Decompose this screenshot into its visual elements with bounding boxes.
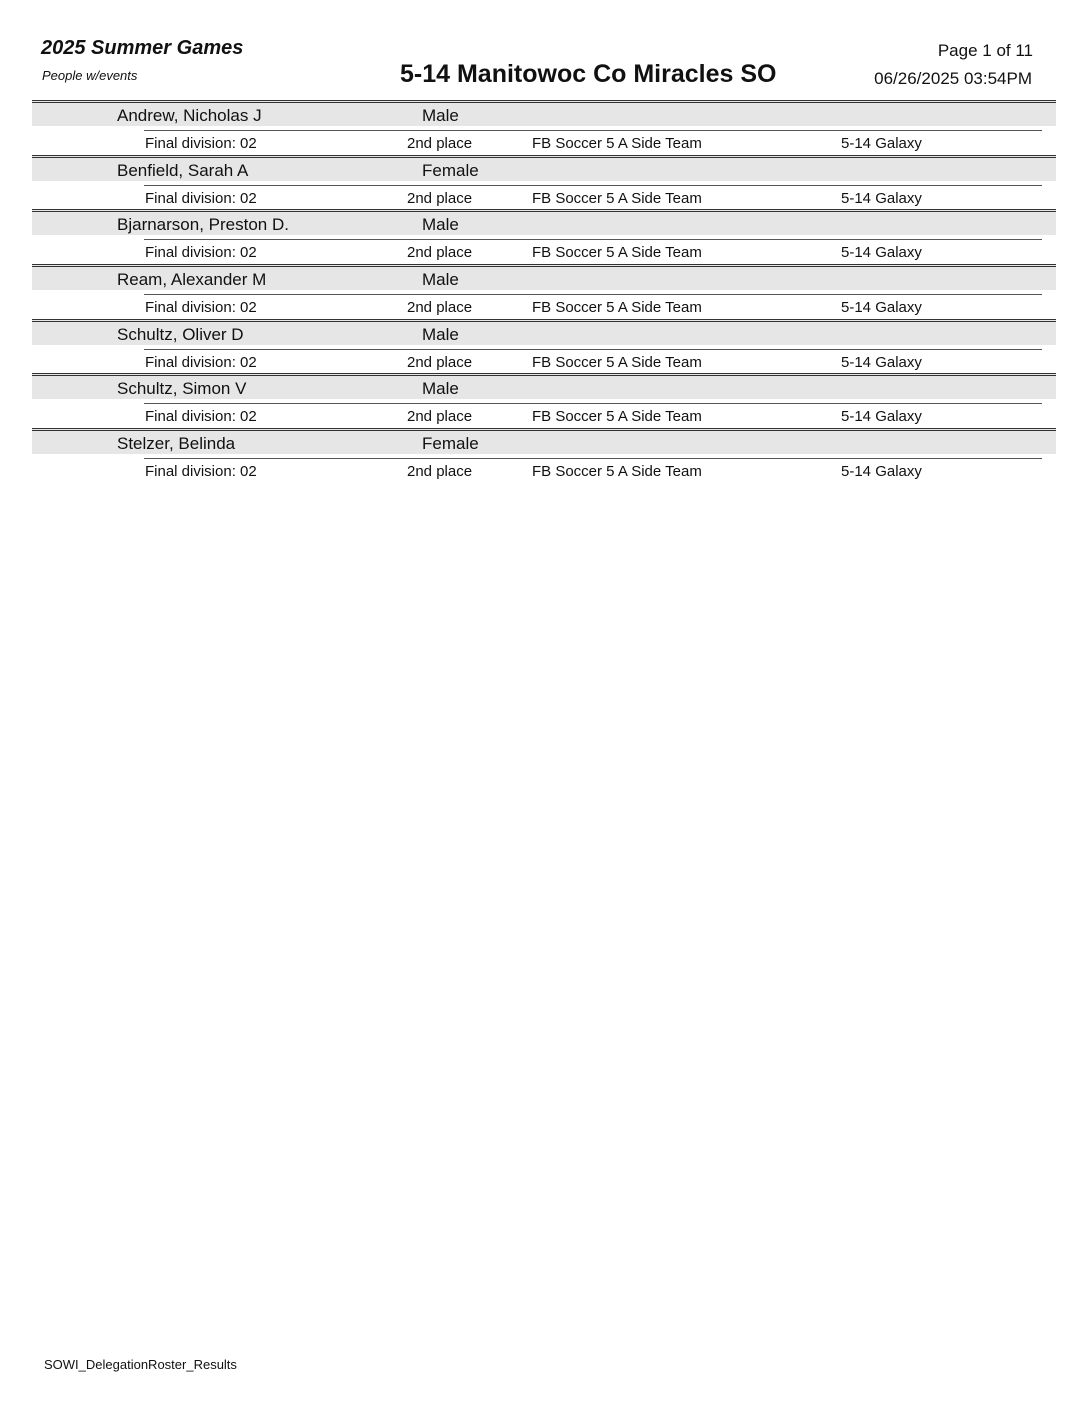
event-result-row	[32, 235, 1056, 264]
team-name: 5-14 Galaxy	[841, 299, 922, 317]
event-name-cell: FB Soccer 5 A Side Team	[532, 463, 702, 481]
final-division: Final division: 02	[145, 244, 257, 262]
final-division: Final division: 02	[145, 353, 257, 371]
event-result-row	[32, 290, 1056, 319]
person-entry	[32, 209, 1056, 264]
person-header-row	[32, 373, 1056, 399]
printed-datetime: 06/26/2025 03:54PM	[874, 69, 1032, 88]
event-result-row	[32, 126, 1056, 155]
final-division: Final division: 02	[145, 408, 257, 426]
place-result: 2nd place	[407, 353, 473, 371]
event-name-cell: FB Soccer 5 A Side Team	[532, 408, 702, 426]
event-result-row	[32, 345, 1056, 374]
person-header-row	[32, 100, 1056, 126]
person-entry	[32, 319, 1056, 374]
final-division: Final division: 02	[145, 463, 257, 481]
event-divider	[144, 349, 1042, 350]
team-name: 5-14 Galaxy	[841, 189, 922, 207]
team-name: 5-14 Galaxy	[841, 353, 922, 371]
person-header-row	[32, 155, 1056, 181]
delegation-title: 5-14 Manitowoc Co Miracles SO	[400, 60, 777, 88]
person-name: Andrew, Nicholas J	[117, 106, 262, 125]
event-divider	[144, 130, 1042, 131]
event-divider	[144, 185, 1042, 186]
event-divider	[144, 294, 1042, 295]
person-entry	[32, 264, 1056, 319]
event-divider	[144, 458, 1042, 459]
person-header-row	[32, 319, 1056, 345]
team-name: 5-14 Galaxy	[841, 408, 922, 426]
event-name-cell: FB Soccer 5 A Side Team	[532, 244, 702, 262]
person-gender: Female	[422, 434, 479, 454]
person-header-row	[32, 209, 1056, 235]
person-gender: Male	[422, 106, 459, 125]
event-result-row	[32, 181, 1056, 210]
place-result: 2nd place	[407, 463, 473, 481]
person-name: Bjarnarson, Preston D.	[117, 215, 289, 235]
event-divider	[144, 403, 1042, 404]
final-division: Final division: 02	[145, 299, 257, 317]
person-gender: Male	[422, 324, 459, 344]
person-header-row	[32, 264, 1056, 290]
delegation-roster	[32, 100, 1056, 483]
person-gender: Male	[422, 270, 459, 290]
event-name-cell: FB Soccer 5 A Side Team	[532, 299, 702, 317]
person-gender: Male	[422, 379, 459, 399]
event-name: 2025 Summer Games	[41, 37, 244, 59]
person-name: Stelzer, Belinda	[117, 434, 236, 454]
team-name: 5-14 Galaxy	[841, 244, 922, 262]
person-gender: Female	[422, 160, 479, 180]
event-result-row	[32, 454, 1056, 483]
person-name: Schultz, Simon V	[117, 379, 247, 399]
report-name-footer: SOWI_DelegationRoster_Results	[44, 1357, 237, 1372]
event-name-cell: FB Soccer 5 A Side Team	[532, 135, 702, 152]
event-result-row	[32, 399, 1056, 428]
person-name: Ream, Alexander M	[117, 270, 267, 290]
team-name: 5-14 Galaxy	[841, 463, 922, 481]
person-name: Benfield, Sarah A	[117, 160, 249, 180]
place-result: 2nd place	[407, 299, 473, 317]
person-entry	[32, 100, 1056, 155]
person-entry	[32, 428, 1056, 483]
event-name-cell: FB Soccer 5 A Side Team	[532, 353, 702, 371]
person-header-row	[32, 428, 1056, 454]
person-entry	[32, 155, 1056, 210]
final-division: Final division: 02	[145, 189, 257, 207]
team-name: 5-14 Galaxy	[841, 135, 922, 152]
page-indicator: Page 1 of 11	[937, 41, 1033, 60]
place-result: 2nd place	[407, 189, 473, 207]
person-name: Schultz, Oliver D	[117, 324, 244, 344]
person-gender: Male	[422, 215, 459, 235]
report-subtitle: People w/events	[42, 68, 138, 83]
person-entry	[32, 373, 1056, 428]
final-division: Final division: 02	[145, 135, 257, 152]
event-divider	[144, 239, 1042, 240]
event-name-cell: FB Soccer 5 A Side Team	[532, 189, 702, 207]
place-result: 2nd place	[407, 135, 473, 152]
place-result: 2nd place	[407, 244, 473, 262]
place-result: 2nd place	[407, 408, 473, 426]
